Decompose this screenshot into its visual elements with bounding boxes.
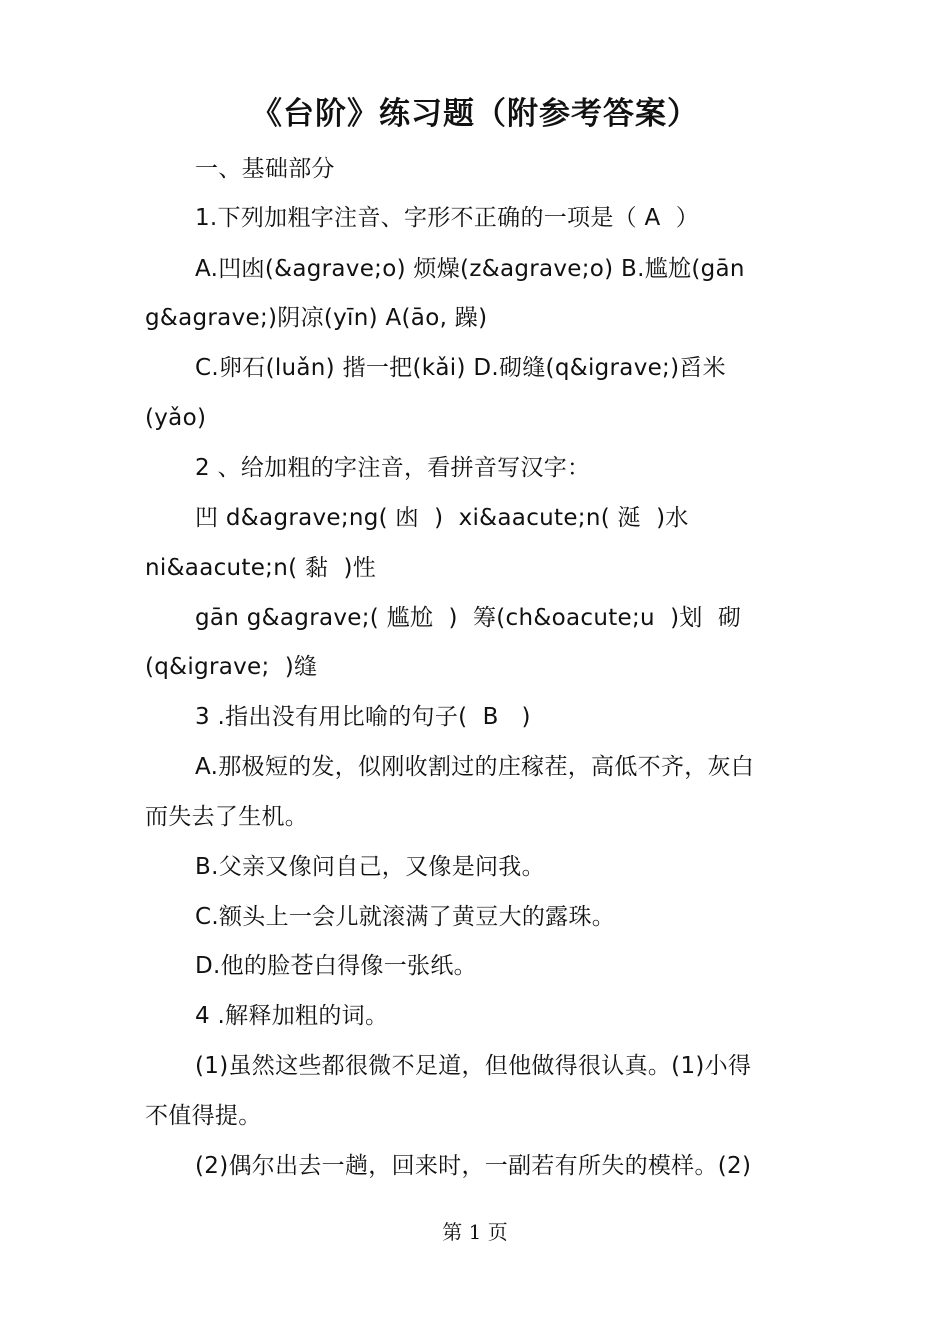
q4-item-1-line-1: (1)虽然这些都很微不足道，但他做得很认真。(1)小得 xyxy=(195,1053,752,1079)
q1-options-line-4: (yǎo) xyxy=(145,405,207,431)
q3-option-a-line-2: 而失去了生机。 xyxy=(145,804,309,830)
page-title: 《台阶》练习题（附参考答案） xyxy=(251,96,699,132)
question-4: 4 .解释加粗的词。 xyxy=(195,1003,389,1029)
q2-line-2: ni&aacute;n( 黏 )性 xyxy=(145,555,377,581)
page-number: 第 1 页 xyxy=(442,1220,508,1244)
question-2: 2 、给加粗的字注音，看拼音写汉字： xyxy=(195,455,591,481)
q3-option-c: C.额头上一会儿就滚满了黄豆大的露珠。 xyxy=(195,904,616,930)
q2-line-1: 凹 d&agrave;ng( 凼 ) xi&aacute;n( 涎 )水 xyxy=(195,505,689,531)
section-heading: 一、基础部分 xyxy=(195,156,335,182)
q4-item-2-line-1: (2)偶尔出去一趟，回来时，一副若有所失的模样。(2) xyxy=(195,1153,752,1179)
q3-option-b: B.父亲又像问自己，又像是问我。 xyxy=(195,854,545,880)
q3-option-d: D.他的脸苍白得像一张纸。 xyxy=(195,953,477,979)
question-1: 1.下列加粗字注音、字形不正确的一项是（ A ） xyxy=(195,205,700,231)
q3-option-a-line-1: A.那极短的发，似刚收割过的庄稼茬，高低不齐，灰白 xyxy=(195,754,755,780)
q2-line-4: (q&igrave; )缝 xyxy=(145,654,318,680)
q1-options-line-3: C.卵石(luǎn) 揩一把(kǎi) D.砌缝(q&igrave;)舀米 xyxy=(195,355,726,381)
q2-line-3: gān g&agrave;( 尴尬 ) 筹(ch&oacute;u )划 砌 xyxy=(195,605,742,631)
q1-options-line-2: g&agrave;)阴凉(yīn) A(āo, 躁) xyxy=(145,305,488,331)
question-3: 3 .指出没有用比喻的句子( B ) xyxy=(195,704,531,730)
q4-item-1-line-2: 不值得提。 xyxy=(145,1103,262,1129)
q1-options-line-1: A.凹凼(&agrave;o) 烦燥(z&agrave;o) B.尴尬(gān xyxy=(195,256,745,282)
